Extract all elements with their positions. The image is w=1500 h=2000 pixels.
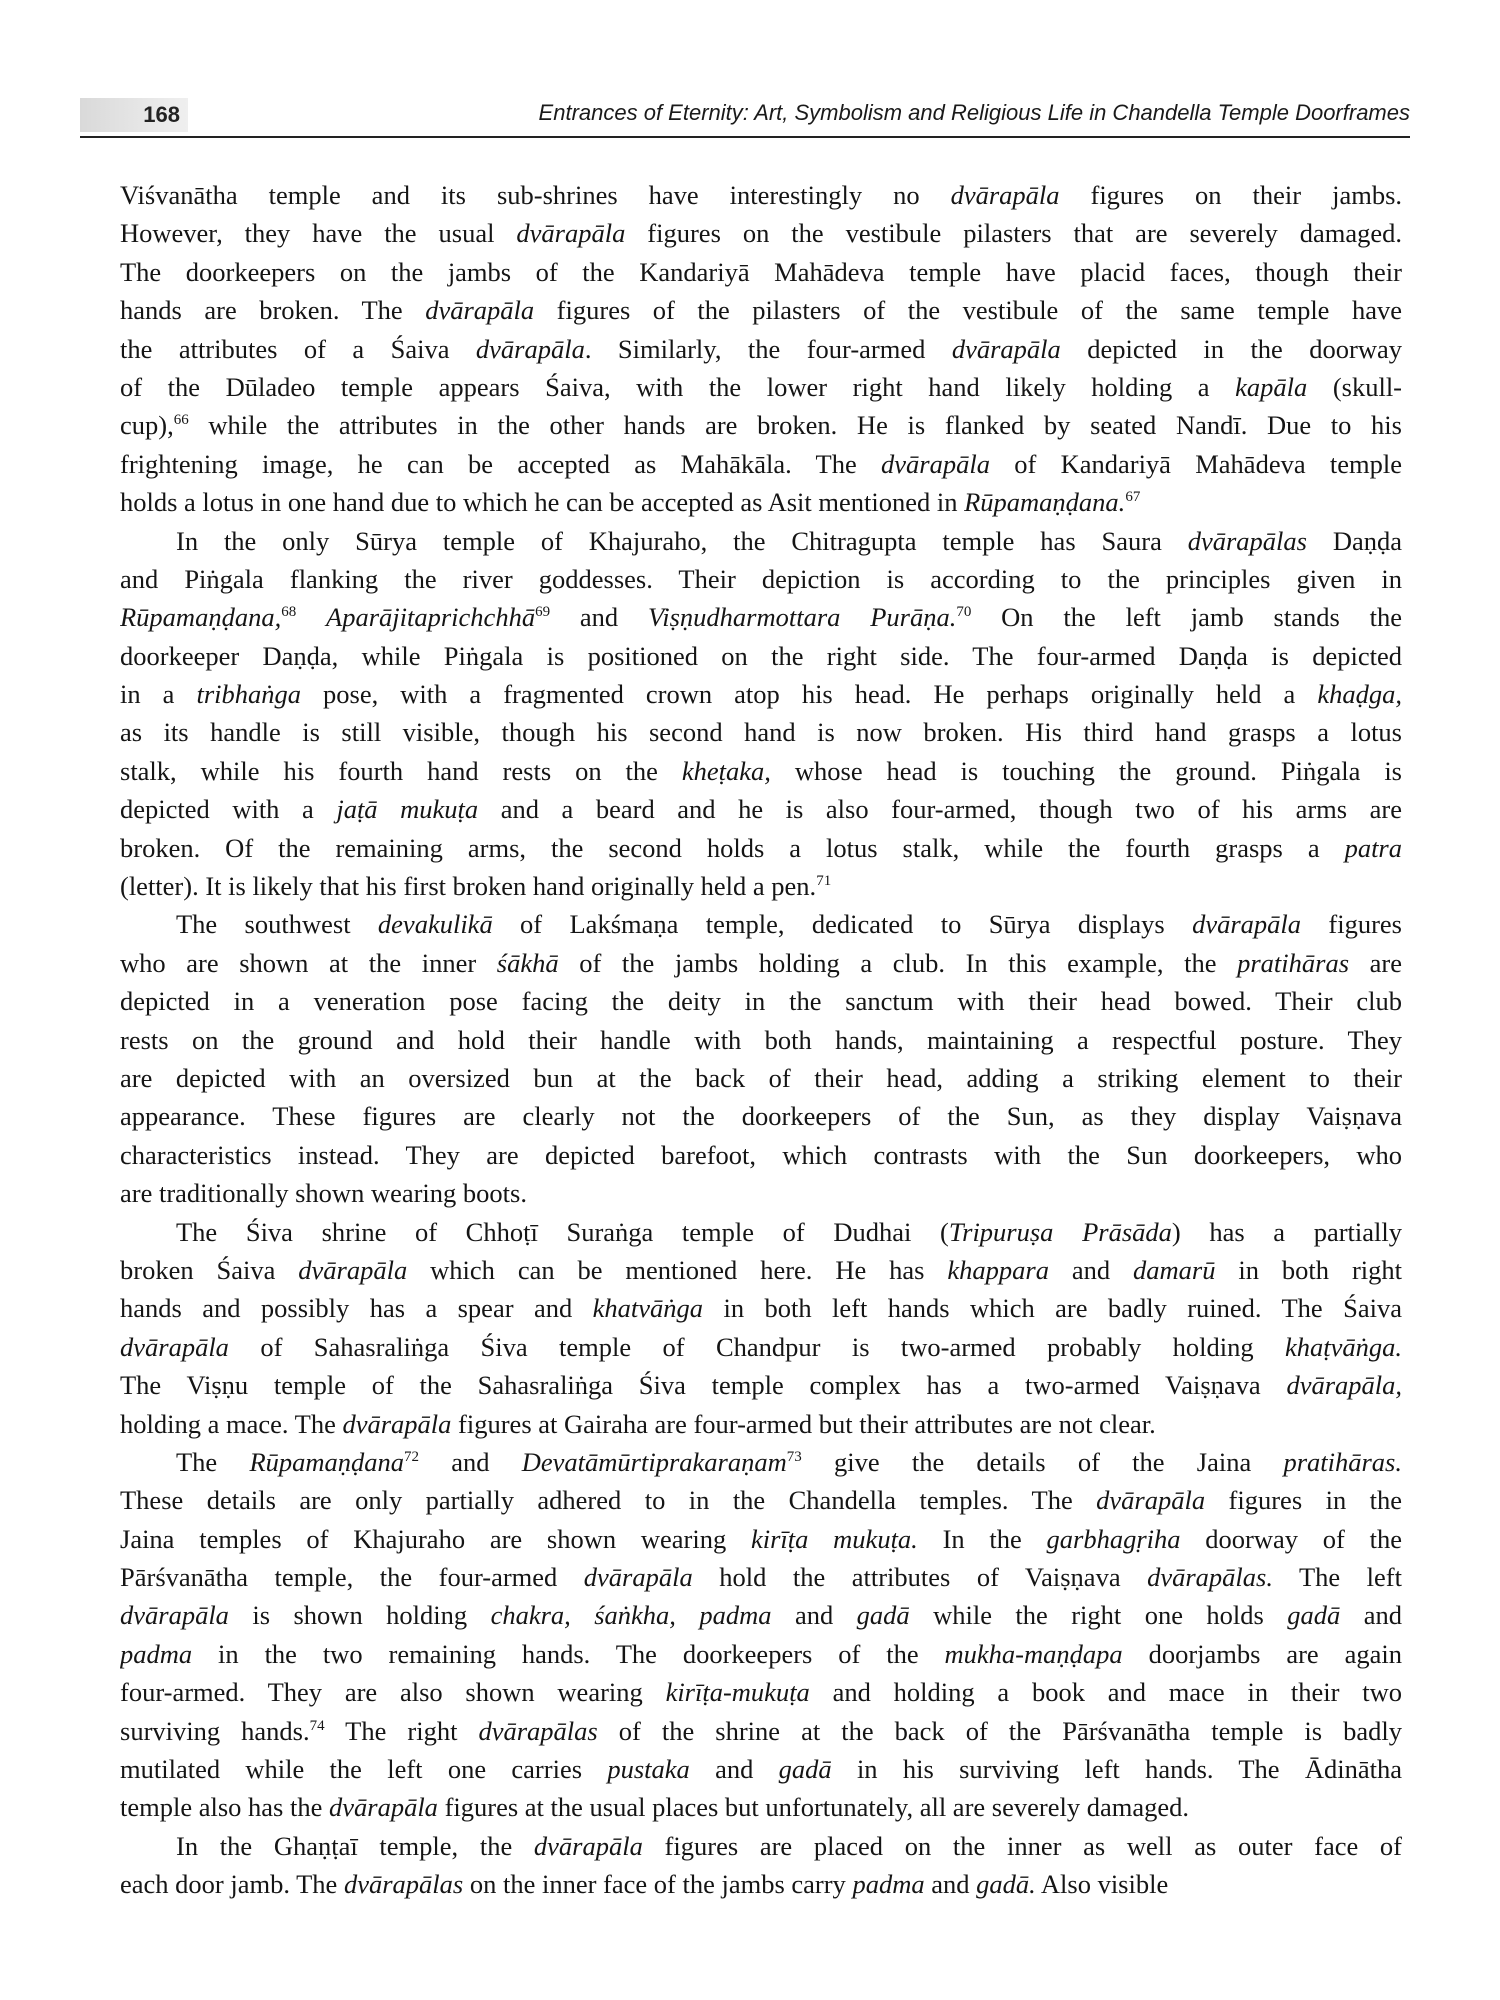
italic-term: dvārapāla — [583, 1562, 693, 1593]
text-run: give the details of the Jaina — [801, 1446, 1284, 1477]
text-line — [120, 1750, 1402, 1788]
text-run: figures of the pilasters of the vestibule of the same temple have — [534, 295, 1402, 326]
text-run: ) has a partially — [1171, 1216, 1402, 1247]
text-line — [120, 445, 1402, 483]
text-run: However, they have the usual — [120, 218, 517, 249]
text-run: figures at Gairaha are four-armed but their attributes are not clear. — [451, 1408, 1156, 1439]
text-line — [120, 560, 1402, 598]
text-run: of Kandariyā Mahādeva temple — [989, 448, 1402, 479]
text-line — [120, 1788, 1402, 1826]
text-run: and — [1340, 1600, 1402, 1631]
italic-term: dvārapāla — [516, 218, 626, 249]
italic-term: jaṭā mukuṭa — [336, 794, 479, 825]
italic-term: padma — [852, 1869, 925, 1900]
footnote-ref: 68 — [281, 604, 297, 621]
text-run: as its handle is still visible, though his second hand is now broken. His third hand grasps a lotus — [120, 717, 1402, 748]
text-run: figures in the — [1205, 1485, 1402, 1516]
text-line — [120, 1097, 1402, 1135]
italic-term: kirīṭa mukuṭa. — [751, 1523, 918, 1554]
italic-term: dvārapāla — [950, 180, 1060, 210]
text-run: Pārśvanātha temple, the four-armed — [120, 1562, 584, 1593]
text-line — [120, 1673, 1402, 1711]
text-run: and holding a book and mace in their two — [809, 1677, 1402, 1708]
italic-term: dvārapāla — [475, 333, 585, 364]
text-line — [120, 713, 1402, 751]
italic-term: Devatāmūrtiprakaraṇam — [521, 1446, 787, 1477]
text-run: and — [550, 602, 648, 633]
footnote-ref: 73 — [786, 1449, 802, 1466]
text-run: hands and possibly has a spear and — [120, 1293, 593, 1324]
text-run: doorkeeper Daṇḍa, while Piṅgala is positioned on the right side. The four-armed Daṇḍa is depicted — [120, 640, 1402, 671]
text-run: characteristics instead. They are depicted barefoot, which contrasts with the Sun doorkeepers, who — [120, 1139, 1402, 1170]
text-line — [120, 406, 1402, 444]
text-run: hands are broken. The — [120, 295, 426, 326]
text-line — [120, 1635, 1402, 1673]
italic-term: gadā. — [976, 1869, 1036, 1900]
italic-term: pratihāras. — [1283, 1446, 1402, 1477]
text-line — [120, 1827, 1402, 1865]
text-run: while the right one holds — [909, 1600, 1288, 1631]
text-line — [120, 253, 1402, 291]
text-line — [120, 368, 1402, 406]
text-run: The right — [324, 1715, 479, 1746]
italic-term: Rūpamaṇḍana — [249, 1446, 405, 1477]
text-run: on the inner face of the jambs carry — [463, 1869, 853, 1900]
italic-term: padma — [120, 1638, 193, 1669]
italic-term: dvārapāla — [120, 1600, 229, 1631]
text-line — [120, 1021, 1402, 1059]
text-line — [120, 214, 1402, 252]
footnote-ref: 74 — [309, 1717, 325, 1734]
text-line — [120, 1520, 1402, 1558]
text-run: while the attributes in the other hands are broken. He is flanked by seated Nandī. Due to his — [188, 410, 1402, 441]
text-run: who are shown at the inner — [120, 947, 497, 978]
text-run: The southwest — [176, 909, 378, 940]
text-run: in his surviving left hands. The Ādinātha — [831, 1754, 1402, 1785]
text-line — [120, 1289, 1402, 1327]
text-run: appearance. These figures are clearly not the doorkeepers of the Sun, as they display Vaiṣṇava — [120, 1101, 1402, 1132]
text-run: The doorkeepers on the jambs of the Kandariyā Mahādeva temple have placid faces, though their — [120, 256, 1402, 287]
italic-term: khaḍga, — [1317, 679, 1402, 710]
text-run: figures are placed on the inner as well as outer face of — [642, 1830, 1402, 1861]
text-line — [120, 1443, 1402, 1481]
paragraph — [120, 1443, 1402, 1827]
text-run: and a beard and he is also four-armed, though two of his arms are — [478, 794, 1402, 825]
italic-term: Viṣṇudharmottara Purāṇa. — [648, 602, 957, 633]
footnote-ref: 70 — [956, 604, 972, 621]
italic-term: kirīṭa-mukuṭa — [665, 1677, 810, 1708]
italic-term: kheṭaka, — [681, 755, 771, 786]
italic-term: dvārapāla — [1192, 909, 1302, 940]
text-line — [120, 1865, 1402, 1903]
text-line — [120, 1251, 1402, 1289]
text-run: and — [924, 1869, 977, 1900]
italic-term: dvārapālas — [478, 1715, 598, 1746]
text-run: The Śiva shrine of Chhoṭī Suraṅga temple of Dudhai ( — [176, 1216, 949, 1247]
text-run: (skull- — [1307, 371, 1402, 402]
text-run: . Similarly, the four-armed — [584, 333, 952, 364]
text-run: whose head is touching the ground. Piṅgala is — [770, 755, 1402, 786]
text-run: are — [1349, 947, 1402, 978]
text-line — [120, 1136, 1402, 1174]
italic-term: dvārapāla — [298, 1254, 408, 1285]
text-line — [120, 176, 1402, 214]
italic-term: gadā — [778, 1754, 832, 1785]
text-run: each door jamb. The — [120, 1869, 344, 1900]
italic-term: kapāla — [1235, 371, 1308, 402]
text-run: The Viṣṇu temple of the Sahasraliṅga Śiva temple complex has a two-armed Vaiṣṇava — [120, 1370, 1287, 1401]
text-run: mutilated while the left one carries — [120, 1754, 608, 1785]
italic-term: dvārapālas — [343, 1869, 464, 1900]
text-run: of Sahasraliṅga Śiva temple of Chandpur is two-armed probably holding — [228, 1331, 1285, 1362]
text-line — [120, 1174, 1402, 1212]
text-line — [120, 483, 1402, 521]
text-run: In the Ghaṇṭaī temple, the — [176, 1830, 534, 1861]
text-line — [120, 867, 1402, 905]
text-line — [120, 1712, 1402, 1750]
text-run: are depicted with an oversized bun at the back of their head, adding a striking element to their — [120, 1062, 1402, 1093]
text-run: four-armed. They are also shown wearing — [120, 1677, 666, 1708]
footnote-ref: 69 — [535, 604, 551, 621]
text-line — [120, 752, 1402, 790]
text-line — [120, 944, 1402, 982]
text-line — [120, 1405, 1402, 1443]
italic-term: dvārapālas. — [1147, 1562, 1273, 1593]
text-run: In the only Sūrya temple of Khajuraho, the Chitragupta temple has Saura — [176, 525, 1188, 556]
text-line — [120, 1328, 1402, 1366]
text-run: and Piṅgala flanking the river goddesses. Their depiction is according to the principles given in — [120, 563, 1402, 594]
italic-term: dvārapāla — [329, 1792, 438, 1823]
text-run: Also visible — [1035, 1869, 1169, 1900]
italic-term: dvārapālas — [1187, 525, 1307, 556]
text-run: holding a mace. The — [120, 1408, 343, 1439]
text-run: in the two remaining hands. The doorkeepers of the — [192, 1638, 945, 1669]
text-run: which can be mentioned here. He has — [407, 1254, 948, 1285]
body-text — [120, 176, 1402, 1904]
italic-term: mukha-maṇḍapa — [944, 1638, 1123, 1669]
text-run: (letter). It is likely that his first broken hand originally held a pen. — [120, 871, 817, 902]
text-line — [120, 1481, 1402, 1519]
paragraph — [120, 522, 1402, 906]
text-run: Jaina temples of Khajuraho are shown wearing — [120, 1523, 751, 1554]
italic-term: śākhā — [496, 947, 559, 978]
text-run: and — [1048, 1254, 1134, 1285]
text-run: On the left jamb stands the — [971, 602, 1402, 633]
text-run: of the shrine at the back of the Pārśvanātha temple is badly — [597, 1715, 1402, 1746]
text-line — [120, 522, 1402, 560]
italic-term: garbhagṛiha — [1046, 1523, 1181, 1554]
italic-term: dvārapāla — [342, 1408, 452, 1439]
text-line — [120, 330, 1402, 368]
text-line — [120, 1213, 1402, 1251]
text-run: broken Śaiva — [120, 1254, 299, 1285]
text-run: broken. Of the remaining arms, the second holds a lotus stalk, while the fourth grasps a — [120, 832, 1345, 863]
text-run — [296, 602, 326, 632]
text-line — [120, 291, 1402, 329]
footnote-ref: 67 — [1125, 489, 1141, 506]
text-run: Viśvanātha temple and its sub-shrines have interestingly no — [120, 180, 951, 210]
text-run: cup), — [120, 410, 174, 441]
footnote-ref: 71 — [816, 873, 832, 890]
text-run: and — [771, 1600, 857, 1631]
text-run: doorway of the — [1180, 1523, 1402, 1554]
text-run: is shown holding — [228, 1600, 491, 1631]
text-run: pose, with a fragmented crown atop his head. He perhaps originally held a — [301, 679, 1318, 710]
italic-term: devakulikā — [377, 909, 493, 940]
text-line — [120, 1596, 1402, 1634]
italic-term: pratihāras — [1237, 947, 1350, 978]
text-run: hold the attributes of Vaiṣṇava — [692, 1562, 1148, 1593]
italic-term: dvārapāla, — [1286, 1370, 1402, 1401]
text-run: figures — [1301, 909, 1402, 940]
text-run: holds a lotus in one hand due to which he can be accepted as Asit mentioned in — [120, 487, 965, 518]
text-run: doorjambs are again — [1122, 1638, 1402, 1669]
text-line — [120, 905, 1402, 943]
text-run: depicted in the doorway — [1060, 333, 1402, 364]
italic-term: patra — [1344, 832, 1402, 863]
italic-term: gadā — [1287, 1600, 1341, 1631]
italic-term: dvārapāla — [425, 295, 535, 326]
text-run: These details are only partially adhered to in the Chandella temples. The — [120, 1485, 1097, 1516]
paragraph — [120, 176, 1402, 522]
text-run: and — [419, 1446, 522, 1477]
italic-term: dvārapāla — [1096, 1485, 1206, 1516]
text-run: are traditionally shown wearing boots. — [120, 1178, 527, 1209]
text-run: the attributes of a Śaiva — [120, 333, 476, 364]
text-run: Daṇḍa — [1306, 525, 1402, 556]
italic-term: dvārapāla — [881, 448, 990, 479]
text-run: figures at the usual places but unfortunately, all are severely damaged. — [437, 1792, 1189, 1823]
text-line — [120, 982, 1402, 1020]
text-run: rests on the ground and hold their handle with both hands, maintaining a respectful posture. They — [120, 1024, 1402, 1055]
text-run: in a — [120, 679, 197, 710]
text-line — [120, 598, 1402, 636]
text-line — [120, 1366, 1402, 1404]
page-header — [80, 96, 1410, 138]
paragraph — [120, 1827, 1402, 1904]
footnote-ref: 66 — [173, 412, 189, 429]
italic-term: tribhaṅga — [196, 679, 301, 710]
italic-term: khatvāṅga — [592, 1293, 704, 1324]
italic-term: khaṭvāṅga. — [1284, 1331, 1402, 1362]
italic-term: Rūpamaṇḍana. — [964, 487, 1126, 518]
footnote-ref: 72 — [404, 1449, 420, 1466]
text-line — [120, 675, 1402, 713]
text-run: figures on the vestibule pilasters that are severely damaged. — [625, 218, 1402, 249]
text-run: depicted in a veneration pose facing the deity in the sanctum with their head bowed. Their club — [120, 986, 1402, 1017]
text-run: frightening image, he can be accepted as Mahākāla. The — [120, 448, 882, 479]
text-run: in both right — [1215, 1254, 1402, 1285]
text-line — [120, 1558, 1402, 1596]
text-run: In the — [917, 1523, 1047, 1554]
text-run: surviving hands. — [120, 1715, 310, 1746]
italic-term: khappara — [947, 1254, 1049, 1285]
italic-term: damarū — [1133, 1254, 1216, 1285]
italic-term: gadā — [856, 1600, 910, 1631]
text-run: of Lakśmaṇa temple, dedicated to Sūrya displays — [492, 909, 1193, 940]
italic-term: Aparājitaprichchhā — [326, 602, 536, 633]
text-run: in both left hands which are badly ruined. The Śaiva — [703, 1293, 1402, 1324]
italic-term: chakra, śaṅkha, padma — [490, 1600, 772, 1631]
text-run: temple also has the — [120, 1792, 329, 1823]
paragraph — [120, 905, 1402, 1212]
italic-term: Rūpamaṇḍana, — [120, 602, 282, 633]
page-number: 168 — [80, 98, 188, 132]
text-run: of the Dūladeo temple appears Śaiva, with the lower right hand likely holding a — [120, 371, 1236, 402]
italic-term: Tripuruṣa Prāsāda — [948, 1216, 1172, 1247]
text-run: The — [176, 1446, 250, 1477]
paragraph — [120, 1213, 1402, 1443]
text-line — [120, 829, 1402, 867]
text-run: The left — [1272, 1562, 1402, 1593]
text-run: stalk, while his fourth hand rests on the — [120, 755, 682, 786]
text-run: and — [689, 1754, 779, 1785]
italic-term: dvārapāla — [533, 1830, 643, 1861]
running-title: Entrances of Eternity: Art, Symbolism and Religious Life in Chandella Temple Doorframes — [538, 100, 1410, 125]
text-line — [120, 637, 1402, 675]
text-run: of the jambs holding a club. In this example, the — [558, 947, 1238, 978]
italic-term: dvārapāla — [120, 1331, 229, 1362]
text-run: figures on their jambs. — [1059, 180, 1402, 210]
italic-term: pustaka — [607, 1754, 690, 1785]
text-line — [120, 1059, 1402, 1097]
text-run: depicted with a — [120, 794, 337, 825]
text-line — [120, 790, 1402, 828]
italic-term: dvārapāla — [951, 333, 1061, 364]
